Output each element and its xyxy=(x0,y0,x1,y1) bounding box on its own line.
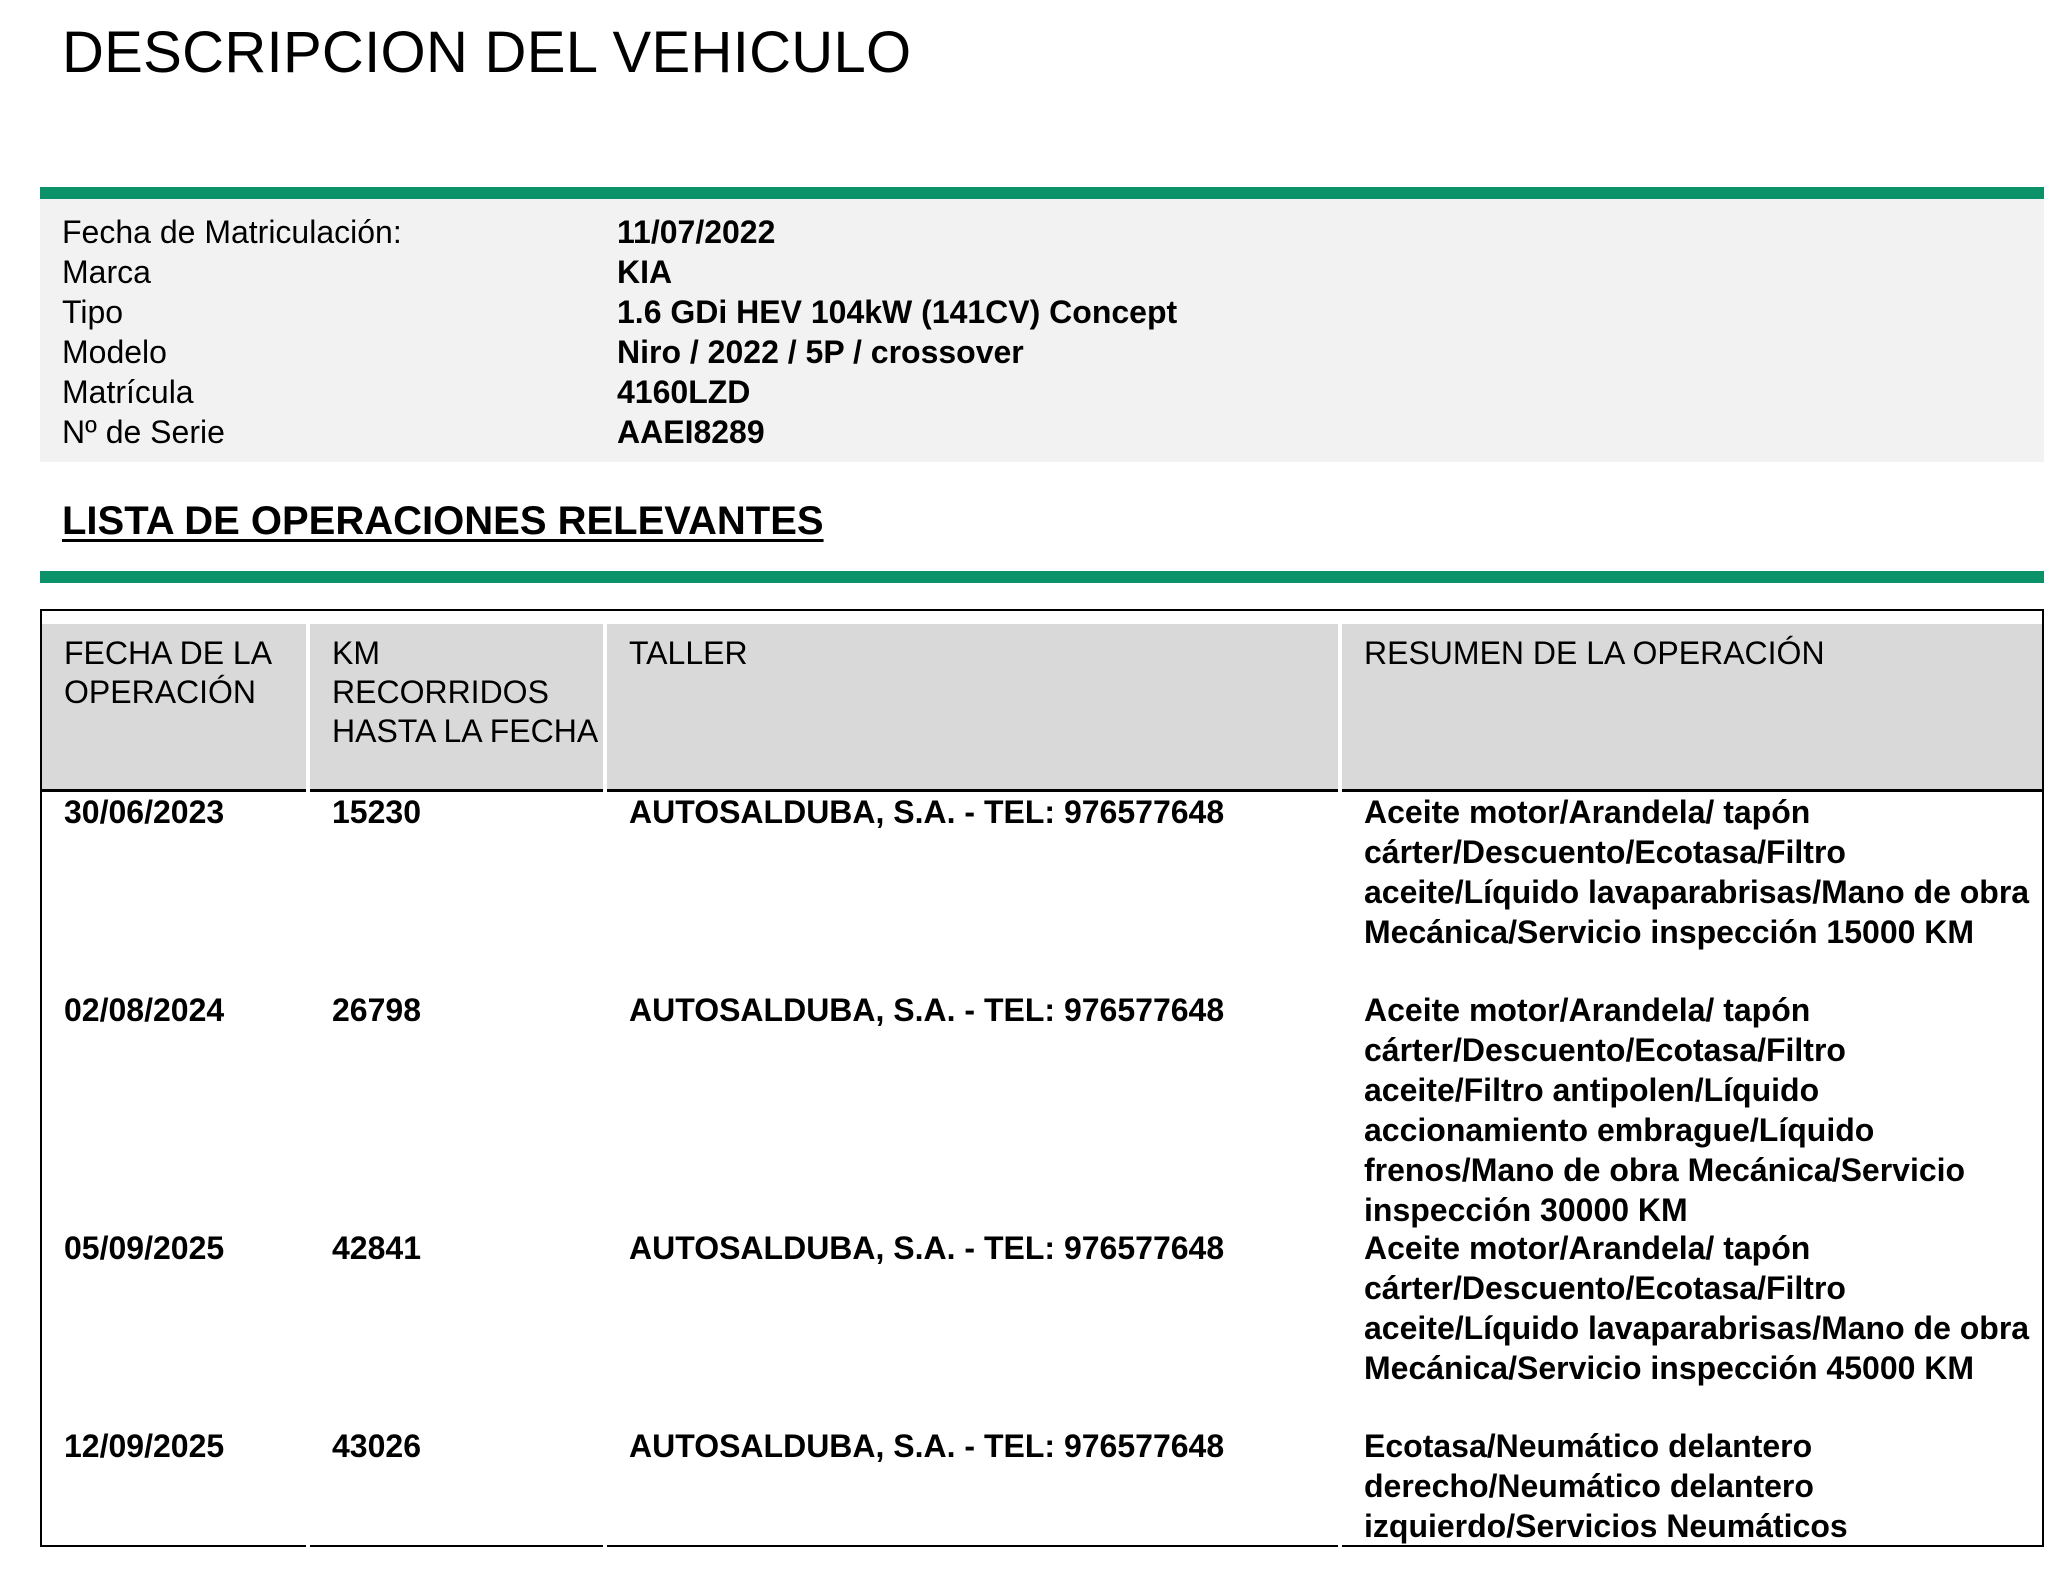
column-header-km: KM RECORRIDOS HASTA LA FECHA xyxy=(310,624,603,789)
operations-heading: LISTA DE OPERACIONES RELEVANTES xyxy=(62,499,824,543)
cell-summary: Aceite motor/Arandela/ tapón cárter/Descuento/Ecotasa/Filtro aceite/Líquido lavaparabrisas/Mano de obra Mecánica/Servicio inspección 45000 KM xyxy=(1364,1230,2030,1386)
column-header-summary: RESUMEN DE LA OPERACIÓN xyxy=(1342,624,2042,789)
cell-km: 42841 xyxy=(332,1230,421,1266)
cell-date: 05/09/2025 xyxy=(64,1230,225,1266)
column-separator xyxy=(603,611,607,1547)
field-label: Nº de Serie xyxy=(62,414,225,450)
field-label: Matrícula xyxy=(62,374,194,410)
cell-workshop: AUTOSALDUBA, S.A. - TEL: 976577648 xyxy=(629,1428,1225,1464)
cell-workshop: AUTOSALDUBA, S.A. - TEL: 976577648 xyxy=(629,992,1225,1028)
column-header-date: FECHA DE LA OPERACIÓN xyxy=(42,624,306,789)
cell-summary: Ecotasa/Neumático delantero derecho/Neumático delantero izquierdo/Servicios Neumáticos xyxy=(1364,1428,1848,1544)
section-divider-operations xyxy=(40,571,2044,583)
column-separator xyxy=(1338,611,1342,1547)
field-value: 4160LZD xyxy=(617,374,751,410)
section-divider-top xyxy=(40,187,2044,199)
cell-km: 26798 xyxy=(332,992,421,1028)
field-value: AAEI8289 xyxy=(617,414,765,450)
operations-table xyxy=(40,609,2044,1547)
cell-date: 12/09/2025 xyxy=(64,1428,225,1464)
cell-km: 43026 xyxy=(332,1428,421,1464)
cell-km: 15230 xyxy=(332,794,421,830)
field-label: Marca xyxy=(62,254,151,290)
cell-date: 02/08/2024 xyxy=(64,992,225,1028)
column-header-workshop: TALLER xyxy=(607,624,1338,789)
cell-summary: Aceite motor/Arandela/ tapón cárter/Descuento/Ecotasa/Filtro aceite/Líquido lavaparabrisas/Mano de obra Mecánica/Servicio inspección 15000 KM xyxy=(1364,794,2030,950)
field-label: Tipo xyxy=(62,294,124,330)
cell-summary: Aceite motor/Arandela/ tapón cárter/Descuento/Ecotasa/Filtro aceite/Filtro antipolen/Líquido accionamiento embrague/Líquido frenos/Mano de obra Mecánica/Servicio inspección 30000 KM xyxy=(1364,992,1966,1228)
field-value: 1.6 GDi HEV 104kW (141CV) Concept xyxy=(617,294,1178,330)
vehicle-details-panel xyxy=(40,199,2044,462)
cell-date: 30/06/2023 xyxy=(64,794,225,830)
field-value: KIA xyxy=(617,254,673,290)
field-label: Fecha de Matriculación: xyxy=(62,214,402,250)
cell-workshop: AUTOSALDUBA, S.A. - TEL: 976577648 xyxy=(629,1230,1225,1266)
field-value: 11/07/2022 xyxy=(617,214,776,250)
field-label: Modelo xyxy=(62,334,167,370)
cell-workshop: AUTOSALDUBA, S.A. - TEL: 976577648 xyxy=(629,794,1225,830)
field-value: Niro / 2022 / 5P / crossover xyxy=(617,334,1024,370)
page-title: DESCRIPCION DEL VEHICULO xyxy=(62,20,912,85)
column-separator xyxy=(306,611,310,1547)
table-header xyxy=(42,624,2042,792)
